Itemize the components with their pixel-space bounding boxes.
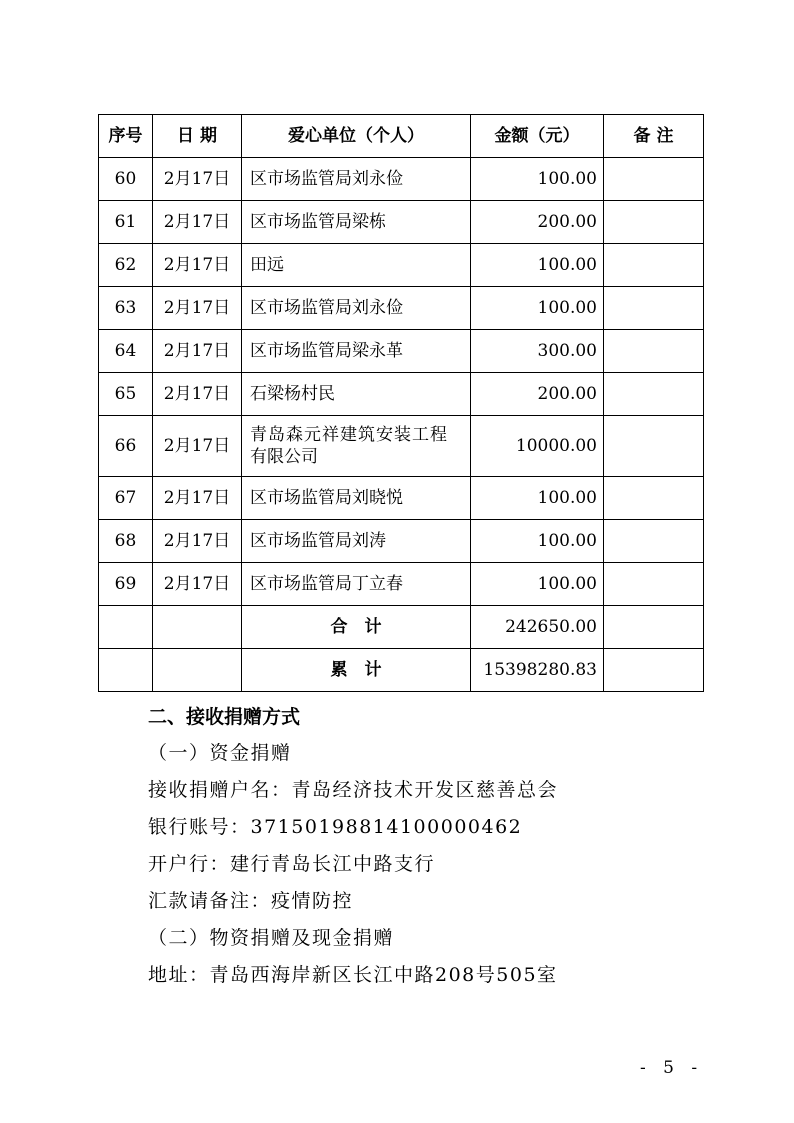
row-no: 60	[99, 158, 153, 201]
row-date: 2月17日	[153, 244, 242, 287]
table-row	[99, 158, 704, 201]
subtotal-empty-no	[99, 606, 153, 649]
row-no: 66	[99, 416, 153, 477]
cumulative-empty-date	[153, 649, 242, 692]
row-donor	[242, 416, 471, 477]
subtotal-remark	[604, 606, 704, 649]
cumulative-row	[99, 649, 704, 692]
row-donor: 区市场监管局梁栋	[242, 201, 471, 244]
account-name: 接收捐赠户名：青岛经济技术开发区慈善总会	[148, 779, 559, 801]
header-donor: 爱心单位（个人）	[242, 115, 471, 158]
row-no: 64	[99, 330, 153, 373]
donation-table	[98, 114, 704, 692]
row-date: 2月17日	[153, 477, 242, 520]
row-donor-line1: 青岛森元祥建筑安装工程	[250, 425, 448, 445]
table-row	[99, 373, 704, 416]
cumulative-amount: 15398280.83	[471, 649, 604, 692]
row-donor: 区市场监管局刘永俭	[242, 287, 471, 330]
subtotal-row	[99, 606, 704, 649]
row-donor: 区市场监管局刘永俭	[242, 158, 471, 201]
row-amount: 300.00	[471, 330, 604, 373]
address: 地址：青岛西海岸新区长江中路208号505室	[148, 964, 558, 986]
table-row	[99, 287, 704, 330]
subtotal-amount: 242650.00	[471, 606, 604, 649]
subtotal-empty-date	[153, 606, 242, 649]
row-no: 62	[99, 244, 153, 287]
row-donor: 区市场监管局刘晓悦	[242, 477, 471, 520]
row-amount: 100.00	[471, 563, 604, 606]
row-date: 2月17日	[153, 520, 242, 563]
row-date: 2月17日	[153, 287, 242, 330]
row-no: 69	[99, 563, 153, 606]
row-amount: 200.00	[471, 373, 604, 416]
row-no: 68	[99, 520, 153, 563]
row-no: 61	[99, 201, 153, 244]
row-date: 2月17日	[153, 373, 242, 416]
header-remark: 备 注	[604, 115, 704, 158]
row-remark	[604, 287, 704, 330]
bank-branch: 开户行：建行青岛长江中路支行	[148, 853, 436, 875]
row-donor: 区市场监管局丁立春	[242, 563, 471, 606]
header-no: 序号	[99, 115, 153, 158]
row-remark	[604, 244, 704, 287]
cumulative-empty-no	[99, 649, 153, 692]
row-date: 2月17日	[153, 563, 242, 606]
table-row	[99, 201, 704, 244]
row-remark	[604, 201, 704, 244]
row-no: 67	[99, 477, 153, 520]
table-row	[99, 477, 704, 520]
row-date: 2月17日	[153, 201, 242, 244]
row-donor: 区市场监管局刘涛	[242, 520, 471, 563]
header-date: 日 期	[153, 115, 242, 158]
subsection-funds: （一）资金捐赠	[148, 742, 292, 764]
row-date: 2月17日	[153, 330, 242, 373]
row-amount: 100.00	[471, 158, 604, 201]
table-row	[99, 416, 704, 477]
row-remark	[604, 330, 704, 373]
subsection-goods: （二）物资捐赠及现金捐赠	[148, 927, 395, 949]
subtotal-label: 合 计	[242, 606, 471, 649]
cumulative-label: 累 计	[242, 649, 471, 692]
row-no: 63	[99, 287, 153, 330]
section-heading: 二、接收捐赠方式	[148, 706, 301, 728]
table-row	[99, 563, 704, 606]
row-amount: 100.00	[471, 477, 604, 520]
remittance-note: 汇款请备注：疫情防控	[148, 890, 354, 912]
table-row	[99, 330, 704, 373]
table-row	[99, 244, 704, 287]
row-amount: 200.00	[471, 201, 604, 244]
row-date: 2月17日	[153, 416, 242, 477]
row-no: 65	[99, 373, 153, 416]
table-header-row	[99, 115, 704, 158]
account-number: 银行账号：37150198814100000462	[148, 816, 523, 838]
row-remark	[604, 416, 704, 477]
row-donor: 田远	[242, 244, 471, 287]
page-number: - 5 -	[640, 1058, 704, 1078]
row-remark	[604, 373, 704, 416]
cumulative-remark	[604, 649, 704, 692]
row-amount: 100.00	[471, 520, 604, 563]
row-remark	[604, 563, 704, 606]
row-donor: 区市场监管局梁永革	[242, 330, 471, 373]
row-donor-line2: 有限公司	[250, 447, 318, 467]
header-amount: 金额（元）	[471, 115, 604, 158]
row-remark	[604, 520, 704, 563]
row-donor: 石梁杨村民	[242, 373, 471, 416]
row-remark	[604, 477, 704, 520]
row-amount: 10000.00	[471, 416, 604, 477]
row-date: 2月17日	[153, 158, 242, 201]
row-amount: 100.00	[471, 287, 604, 330]
row-remark	[604, 158, 704, 201]
row-amount: 100.00	[471, 244, 604, 287]
table-row	[99, 520, 704, 563]
